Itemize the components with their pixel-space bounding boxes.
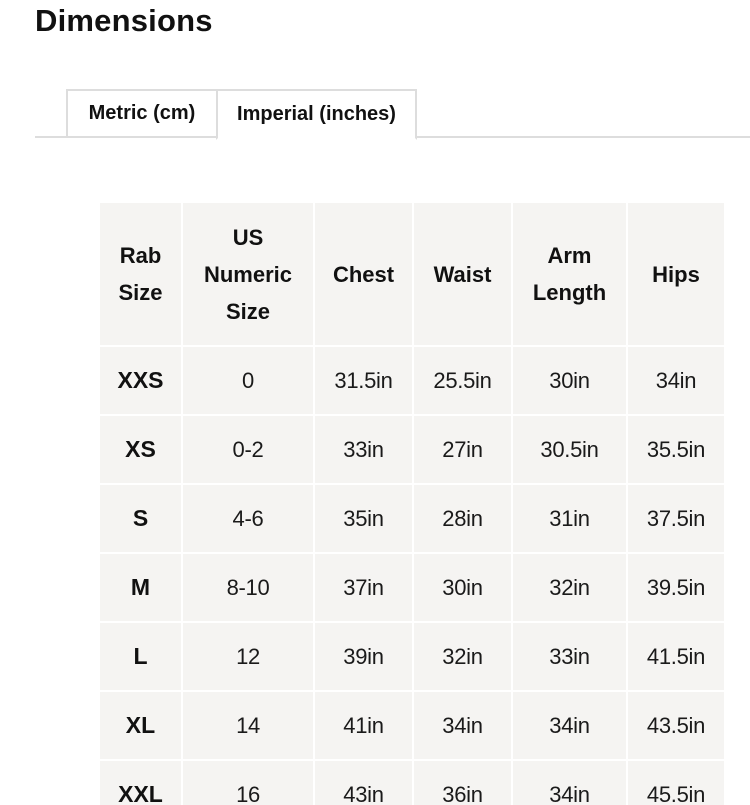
- cell-waist: 28in: [413, 484, 512, 553]
- cell-waist: 36in: [413, 760, 512, 805]
- table-row: [99, 415, 725, 484]
- cell-chest: 37in: [314, 553, 413, 622]
- cell-chest: 31.5in: [314, 346, 413, 415]
- cell-waist: 25.5in: [413, 346, 512, 415]
- table-row: [99, 622, 725, 691]
- cell-waist: 34in: [413, 691, 512, 760]
- cell-arm-length: 34in: [512, 760, 627, 805]
- tab-metric-label: Metric (cm): [88, 102, 196, 124]
- cell-us-numeric-size: 14: [182, 691, 314, 760]
- header-chest: Chest: [314, 202, 413, 346]
- cell-rab-size: XXS: [99, 346, 182, 415]
- cell-arm-length: 31in: [512, 484, 627, 553]
- size-table-container: [98, 201, 726, 805]
- cell-arm-length: 34in: [512, 691, 627, 760]
- table-row: [99, 691, 725, 760]
- table-body: [99, 346, 725, 805]
- cell-chest: 33in: [314, 415, 413, 484]
- cell-arm-length: 30.5in: [512, 415, 627, 484]
- header-row: [99, 202, 725, 346]
- table-row: [99, 484, 725, 553]
- header-us-numeric-size: US Numeric Size: [182, 202, 314, 346]
- cell-rab-size: XS: [99, 415, 182, 484]
- cell-arm-length: 32in: [512, 553, 627, 622]
- cell-us-numeric-size: 4-6: [182, 484, 314, 553]
- cell-arm-length: 33in: [512, 622, 627, 691]
- tab-imperial[interactable]: [216, 89, 417, 140]
- cell-us-numeric-size: 0-2: [182, 415, 314, 484]
- cell-hips: 39.5in: [627, 553, 725, 622]
- cell-hips: 34in: [627, 346, 725, 415]
- table-row: [99, 553, 725, 622]
- page-title: Dimensions: [35, 3, 213, 38]
- cell-rab-size: M: [99, 553, 182, 622]
- cell-us-numeric-size: 0: [182, 346, 314, 415]
- size-table: [98, 201, 726, 805]
- cell-rab-size: XXL: [99, 760, 182, 805]
- tab-imperial-label: Imperial (inches): [237, 103, 396, 125]
- cell-chest: 41in: [314, 691, 413, 760]
- cell-arm-length: 30in: [512, 346, 627, 415]
- cell-us-numeric-size: 16: [182, 760, 314, 805]
- header-waist: Waist: [413, 202, 512, 346]
- cell-us-numeric-size: 8-10: [182, 553, 314, 622]
- cell-us-numeric-size: 12: [182, 622, 314, 691]
- tab-metric[interactable]: [66, 89, 216, 138]
- cell-waist: 32in: [413, 622, 512, 691]
- cell-hips: 41.5in: [627, 622, 725, 691]
- cell-hips: 37.5in: [627, 484, 725, 553]
- table-row: [99, 760, 725, 805]
- cell-waist: 27in: [413, 415, 512, 484]
- header-hips: Hips: [627, 202, 725, 346]
- cell-rab-size: S: [99, 484, 182, 553]
- unit-tabs: [35, 89, 750, 138]
- cell-chest: 43in: [314, 760, 413, 805]
- table-row: [99, 346, 725, 415]
- cell-rab-size: XL: [99, 691, 182, 760]
- cell-hips: 43.5in: [627, 691, 725, 760]
- cell-hips: 45.5in: [627, 760, 725, 805]
- cell-chest: 39in: [314, 622, 413, 691]
- cell-waist: 30in: [413, 553, 512, 622]
- cell-rab-size: L: [99, 622, 182, 691]
- cell-chest: 35in: [314, 484, 413, 553]
- header-arm-length: Arm Length: [512, 202, 627, 346]
- cell-hips: 35.5in: [627, 415, 725, 484]
- header-rab-size: Rab Size: [99, 202, 182, 346]
